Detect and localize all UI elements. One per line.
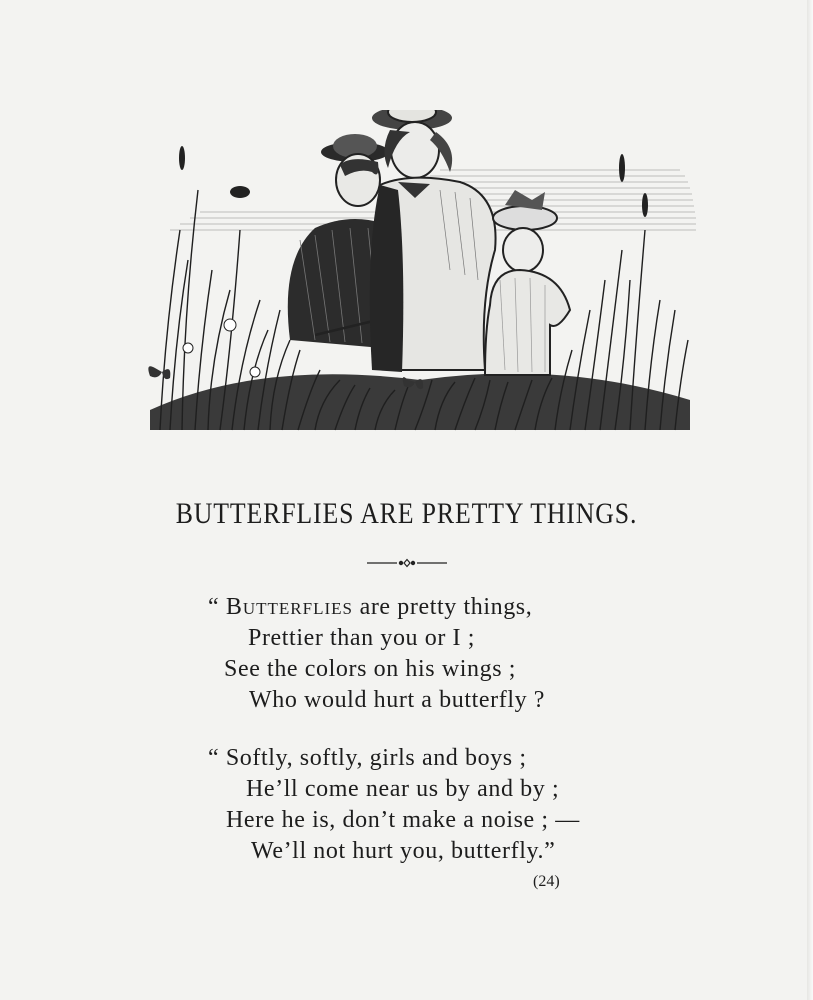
poem-line bbox=[208, 592, 813, 623]
engraving-illustration bbox=[140, 110, 700, 440]
flowers bbox=[183, 319, 260, 377]
poem-line: We’ll not hurt you, butterfly.” bbox=[251, 838, 556, 864]
child-figure bbox=[485, 190, 570, 375]
poem-line: See the colors on his wings ; bbox=[224, 656, 517, 682]
poem-line: Prettier than you or I ; bbox=[248, 625, 476, 651]
poem-line-lead: Butterflies bbox=[225, 594, 353, 620]
stanza-2 bbox=[0, 743, 813, 867]
page-number: (24) bbox=[533, 873, 560, 890]
stanza-1 bbox=[0, 592, 813, 716]
open-quote: “ bbox=[208, 594, 226, 620]
divider-ornament bbox=[367, 556, 447, 570]
poem-line: Who would hurt a butterfly ? bbox=[249, 687, 546, 713]
poem-line: He’ll come near us by and by ; bbox=[246, 776, 560, 802]
poem-line: Here he is, don’t make a noise ; — bbox=[226, 807, 580, 833]
butterfly-icon bbox=[148, 366, 170, 379]
poem-line-rest: are pretty things, bbox=[352, 594, 533, 620]
poem-line: “ Softly, softly, girls and boys ; bbox=[208, 745, 527, 771]
girl-figure bbox=[370, 110, 496, 372]
poem-title: BUTTERFLIES ARE PRETTY THINGS. bbox=[175, 497, 638, 530]
